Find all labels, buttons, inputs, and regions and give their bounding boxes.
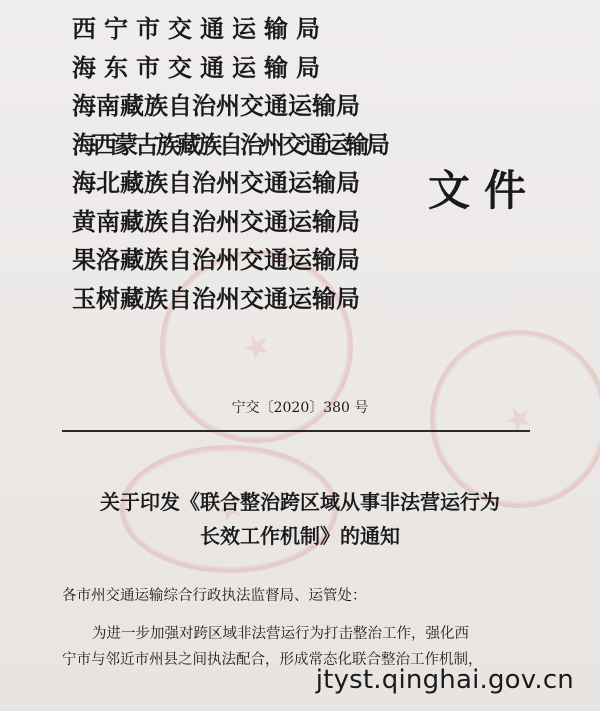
- issuer-name: 海南藏族自治州交通运输局: [72, 91, 360, 120]
- issuer-list: [72, 10, 402, 318]
- issuer-name: 西宁市交通运输局: [72, 14, 328, 43]
- issuer-name: 玉树藏族自治州交通运输局: [72, 283, 360, 313]
- document-title: [0, 485, 600, 553]
- source-watermark: jtyst.qinghai.gov.cn: [315, 665, 574, 695]
- issuer-name: 海北藏族自治州交通运输局: [72, 168, 360, 197]
- seal-stamp: [430, 330, 600, 508]
- title-line: 长效工作机制》的通知: [200, 524, 400, 548]
- issuer-name: 黄南藏族自治州交通运输局: [72, 206, 360, 236]
- title-line: 关于印发《联合整治跨区域从事非法营运行为: [100, 490, 500, 514]
- document-number: 宁交〔2020〕380 号: [231, 400, 369, 416]
- body-line: 宁市与邻近市州县之间执法配合，形成常态化联合整治工作机制，: [62, 652, 483, 668]
- document-label: 文件: [428, 166, 541, 215]
- issuer-name: 果洛藏族自治州交通运输局: [72, 245, 360, 274]
- header-divider: [62, 430, 530, 432]
- issuer-name: 海东市交通运输局: [72, 52, 328, 82]
- issuer-name: 海西蒙古族藏族自治州交通运输局: [72, 129, 387, 159]
- addressee: 各市州交通运输综合行政执法监督局、运管处：: [62, 588, 367, 604]
- body-line: 为进一步加强对跨区域非法营运行为打击整治工作，强化西: [92, 626, 469, 642]
